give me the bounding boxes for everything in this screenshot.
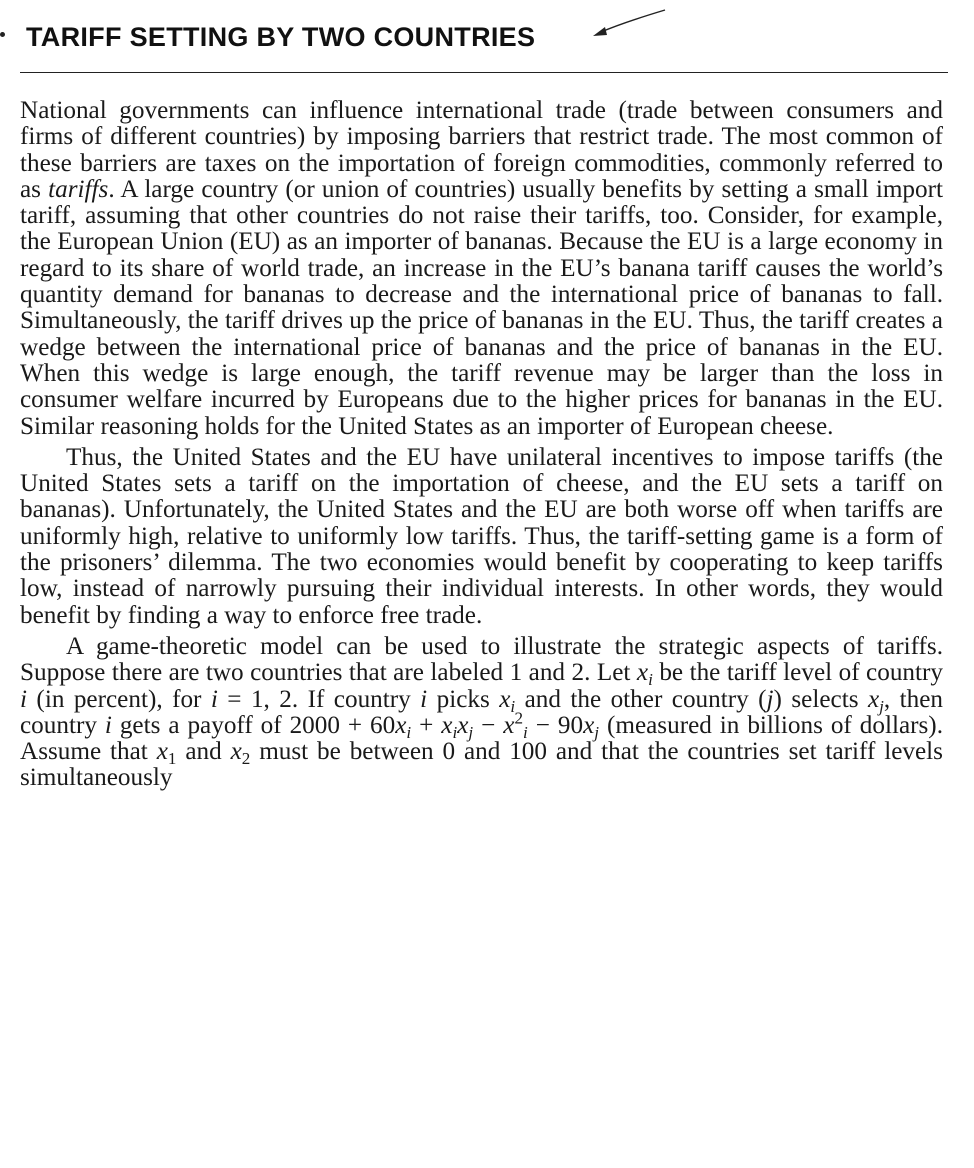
section-heading: TARIFF SETTING BY TWO COUNTRIES — [26, 22, 536, 52]
term-tariffs: tariffs — [48, 175, 109, 203]
paragraph-1: National governments can influence international trade (trade between consumers and firms of different countries) by imposing barriers that restrict trade. The most common of these barriers are taxes on the importation of foreign commodities, commonly referred to as tariffs. A large country (or union of countries) usually benefits by setting a small import tariff, assuming that other countries do not raise their tariffs, too. Consider, for example, the European Union (EU) as an importer of bananas. Because the EU is a large economy in regard to its share of world trade, an increase in the EU’s banana tariff causes the world’s quantity demand for bananas to decrease and the international price of bananas to fall. Simultaneously, the tariff drives up the price of bananas in the EU. Thus, the tariff creates a wedge between the international price of bananas and the price of bananas in the EU. When this wedge is large enough, the tariff revenue may be larger than the loss in consumer welfare incurred by Europeans due to the higher prices for bananas in the EU. Similar reasoning holds for the United States as an importer of European cheese. — [20, 97, 943, 440]
paragraph-3: A game-theoretic model can be used to illustrate the strategic aspects of tariffs. Suppose there are two countries that are labeled 1 and 2. Let $x_i$ be the tariff level of country i (in percent), for i = 1, 2. If country i picks $x_i$ and the other country (j) selects $x_j$, then country i gets a payoff of $2000 + 60x_i + x_ix_j - x^2_i - 90x_j$ (measured in billions of dollars). Assume that $x_1$ and $x_2$ must be between 0 and 100 and that the countries set tariff levels simultaneously — [20, 632, 943, 792]
heading-divider — [20, 72, 948, 73]
paragraph-2: Thus, the United States and the EU have unilateral incentives to impose tariffs (the United States sets a tariff on the importation of cheese, and the EU sets a tariff on bananas). Unfortunately, the United States and the EU are both worse off when tariffs are uniformly high, relative to uniformly low tariffs. Thus, the tariff-setting game is a form of the prisoners’ dilemma. The two economies would benefit by cooperating to keep tariffs low, instead of narrowly pursuing their individual interests. In other words, they would benefit by finding a way to enforce free trade. — [20, 443, 943, 629]
margin-bullet-mark — [0, 32, 5, 37]
body-text — [20, 98, 943, 792]
handwritten-arrow-icon — [585, 6, 675, 46]
